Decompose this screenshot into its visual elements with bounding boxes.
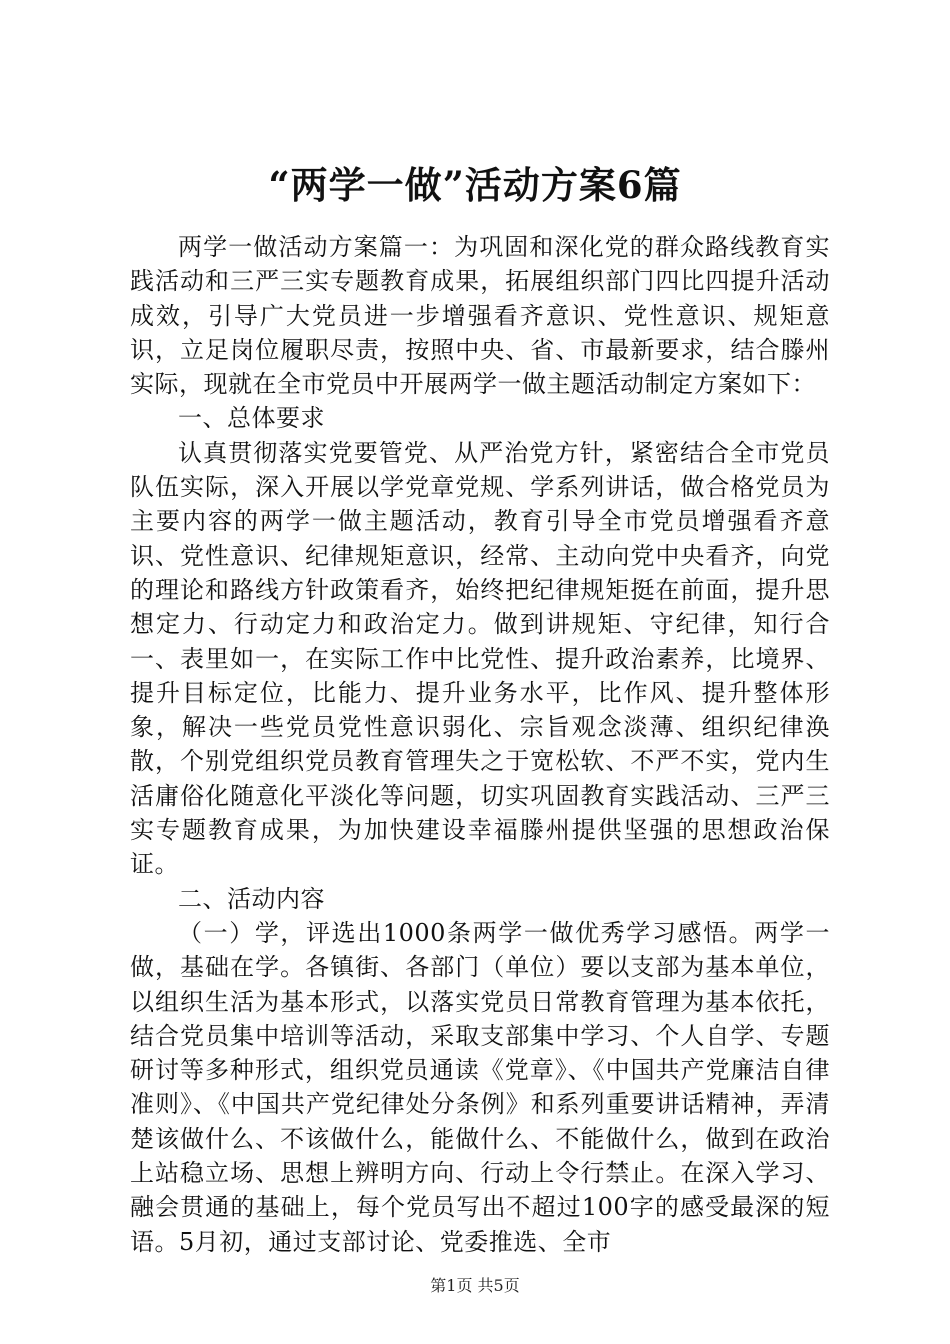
paragraph-activity-study: （一）学，评选出1000条两学一做优秀学习感悟。两学一做，基础在学。各镇街、各部门（单位）要以支部为基本单位，以组织生活为基本形式，以落实党员日常教育管理为基本依托，结合党员集中培训等活动，采取支部集中学习、个人自学、专题研讨等多种形式，组织党员通读《党章》、《中国共产党廉洁自律准则》、《中国共产党纪律处分条例》和系列重要讲话精神，弄清楚该做什么、不该做什么，能做什么、不能做什么，做到在政治上站稳立场、思想上辨明方向、行动上令行禁止。在深入学习、融会贯通的基础上，每个党员写出不超过100字的感受最深的短语。5月初，通过支部讨论、党委推选、全市 — [130, 918, 830, 1256]
document-body — [130, 230, 830, 1259]
page-number-footer: 第1页 共5页 — [430, 1276, 520, 1295]
document-title: “两学一做”活动方案6篇 — [268, 163, 682, 207]
paragraph-intro: 两学一做活动方案篇一：为巩固和深化党的群众路线教育实践活动和三严三实专题教育成果，拓展组织部门四比四提升活动成效，引导广大党员进一步增强看齐意识、党性意识、规矩意识，立足岗位履职尽责，按照中央、省、市最新要求，结合滕州实际，现就在全市党员中开展两学一做主题活动制定方案如下： — [130, 233, 830, 399]
paragraph-general-requirements: 认真贯彻落实党要管党、从严治党方针，紧密结合全市党员队伍实际，深入开展以学党章党规、学系列讲话，做合格党员为主要内容的两学一做主题活动，教育引导全市党员增强看齐意识、党性意识、纪律规矩意识，经常、主动向党中央看齐，向党的理论和路线方针政策看齐，始终把纪律规矩挺在前面，提升思想定力、行动定力和政治定力。做到讲规矩、守纪律，知行合一、表里如一，在实际工作中比党性、提升政治素养，比境界、提升目标定位，比能力、提升业务水平，比作风、提升整体形象，解决一些党员党性意识弱化、宗旨观念淡薄、组织纪律涣散，个别党组织党员教育管理失之于宽松软、不严不实，党内生活庸俗化随意化平淡化等问题，切实巩固教育实践活动、三严三实专题教育成果，为加快建设幸福滕州提供坚强的思想政治保证。 — [130, 438, 830, 879]
section-heading-activity-content: 二、活动内容 — [178, 884, 325, 913]
section-heading-general-requirements: 一、总体要求 — [178, 404, 325, 433]
